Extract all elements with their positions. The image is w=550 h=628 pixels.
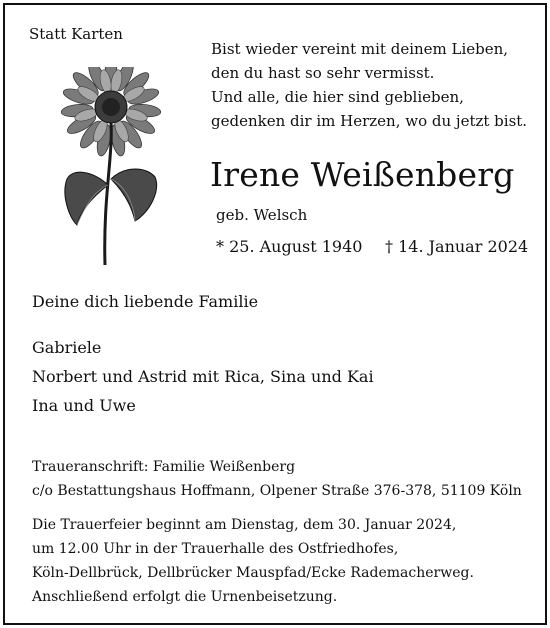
family-member: Norbert und Astrid mit Rica, Sina und Kai	[32, 367, 374, 386]
family-member: Ina und Uwe	[32, 396, 136, 415]
address-line: c/o Bestattungshaus Hoffmann, Olpener Straße 376-378, 51109 Köln	[32, 483, 522, 499]
address-line: Traueranschrift: Familie Weißenberg	[32, 459, 296, 475]
family-member: Gabriele	[32, 338, 102, 357]
family-intro: Deine dich liebende Familie	[32, 292, 259, 311]
service-line: Köln-Dellbrück, Dellbrücker Mauspfad/Ecke Rademacherweg.	[32, 565, 474, 581]
header-label: Statt Karten	[29, 25, 123, 43]
funeral-service-info	[32, 513, 474, 609]
maiden-name: geb. Welsch	[216, 206, 308, 224]
poem	[211, 37, 527, 133]
mourning-address	[32, 455, 522, 503]
service-line: um 12.00 Uhr in der Trauerhalle des Ostfriedhofes,	[32, 541, 399, 557]
poem-line: Bist wieder vereint mit deinem Lieben,	[211, 40, 509, 58]
birth-date: * 25. August 1940	[216, 237, 363, 256]
family-members	[32, 333, 374, 420]
sunflower-icon	[55, 67, 167, 267]
service-line: Anschließend erfolgt die Urnenbeisetzung.	[32, 589, 338, 605]
deceased-name: Irene Weißenberg	[210, 155, 515, 194]
obituary-notice	[3, 3, 547, 625]
death-date: † 14. Januar 2024	[385, 237, 529, 256]
poem-line: den du hast so sehr vermisst.	[211, 64, 435, 82]
poem-line: Und alle, die hier sind geblieben,	[211, 88, 464, 106]
poem-line: gedenken dir im Herzen, wo du jetzt bist.	[211, 112, 528, 130]
service-line: Die Trauerfeier beginnt am Dienstag, dem 30. Januar 2024,	[32, 517, 457, 533]
